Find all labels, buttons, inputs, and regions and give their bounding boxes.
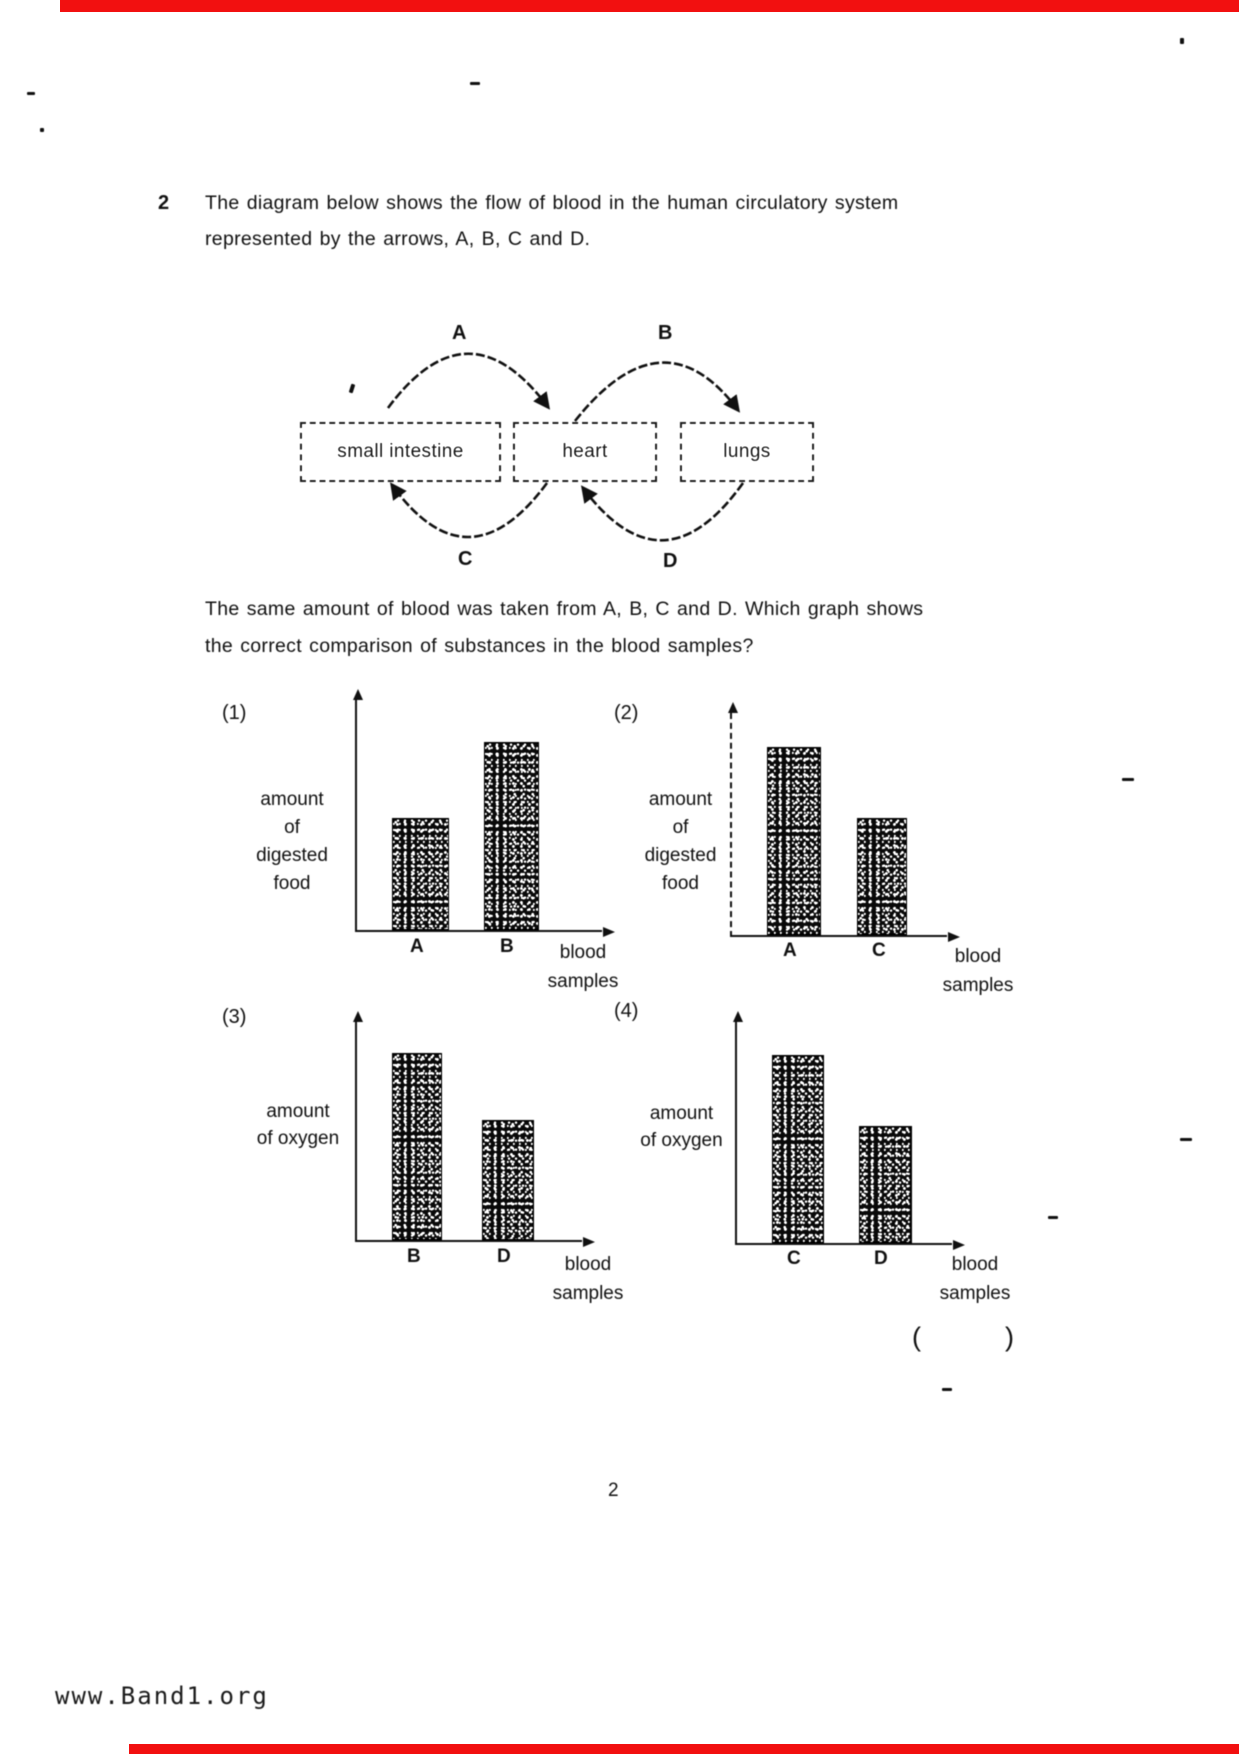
bar-D [482,1120,534,1240]
option-2-ylabel [628,786,733,898]
scan-speck [1180,38,1184,44]
bar-B [392,1053,442,1240]
ylabel-line: amount [649,1103,714,1124]
option-3-number: (3) [222,1006,247,1028]
scan-speck [1122,778,1134,781]
bar-C [857,818,907,935]
diagram-box-heart [513,422,657,482]
xlabel-line: blood [559,942,607,963]
ylabel-line: of [284,817,300,838]
scan-speck [1048,1216,1058,1219]
y-axis-arrow-icon [728,702,738,713]
arrow-label-D: D [663,550,678,572]
bar-A [767,747,821,935]
xlabel-line: samples [547,971,619,992]
page-number: 2 [608,1480,619,1501]
watermark: www.Band1.org [55,1682,269,1710]
bar-D [859,1126,912,1243]
option-4-ylabel [624,1100,739,1154]
question-prompt-line2: the correct comparison of substances in the blood samples? [205,635,754,657]
option-2-category-C: C [872,940,886,961]
option-2-number: (2) [614,702,639,724]
option-1-category-A: A [410,936,424,957]
option-3-plot [355,1022,582,1242]
option-4-category-D: D [874,1248,888,1269]
option-1-ylabel [232,786,352,898]
option-1-number: (1) [222,702,247,724]
x-axis-arrow-icon [948,932,960,942]
x-axis-arrow-icon [953,1240,965,1250]
question-intro-line1: The diagram below shows the flow of blood in the human circulatory system [205,192,899,214]
xlabel-line: blood [951,1254,999,1275]
bar-A [392,818,449,930]
scan-speck [470,82,480,85]
xlabel-line: samples [552,1283,624,1304]
diagram-box-label: small intestine [337,441,464,462]
scan-speck [1180,1138,1192,1141]
option-4-xlabel [925,1250,1025,1308]
bar-C [772,1055,824,1243]
question-number: 2 [158,192,170,214]
ylabel-line: of [672,817,689,838]
arrow-label-A: A [452,322,467,344]
diagram-box-small-intestine [300,422,501,482]
option-4-category-C: C [787,1248,801,1269]
ylabel-line: amount [266,1101,330,1122]
ylabel-line: amount [260,789,324,810]
scan-speck [27,92,35,95]
option-4-number: (4) [614,1000,639,1022]
arrow-label-C: C [458,548,473,570]
ylabel-line: of oxygen [256,1128,340,1149]
question-intro-line2: represented by the arrows, A, B, C and D. [205,228,591,250]
ylabel-line: of oxygen [640,1130,723,1151]
option-2-category-A: A [783,940,797,961]
option-1-plot [355,700,602,932]
xlabel-line: samples [942,975,1014,996]
xlabel-line: samples [939,1283,1011,1304]
arrow-D-path [583,483,743,540]
option-2-plot [730,713,947,937]
arrow-A-path [388,354,548,408]
bar-B [484,742,539,930]
option-3-category-B: B [407,1246,421,1267]
y-axis-arrow-icon [353,1011,363,1022]
option-4-plot [735,1022,952,1245]
ylabel-line: food [273,873,311,894]
scan-speck [349,384,356,394]
answer-bracket-open: ( [912,1322,921,1352]
diagram-box-lungs [680,422,814,482]
x-axis-arrow-icon [603,927,615,937]
ylabel-line: amount [648,789,713,810]
y-axis-arrow-icon [353,689,363,700]
diagram-box-label: heart [562,441,608,462]
xlabel-line: blood [564,1254,612,1275]
arrow-C-path [392,483,547,537]
answer-bracket-close: ) [1005,1322,1014,1352]
scan-speck [942,1388,952,1391]
question-prompt-line1: The same amount of blood was taken from A, B, C and D. Which graph shows [205,598,924,620]
ylabel-line: food [662,873,699,894]
option-3-xlabel [538,1250,638,1308]
x-axis-arrow-icon [583,1237,595,1247]
xlabel-line: blood [954,946,1002,967]
ylabel-line: digested [644,845,717,866]
option-2-xlabel [928,942,1028,1000]
arrow-label-B: B [658,322,673,344]
option-1-category-B: B [500,936,514,957]
arrow-B-path [575,363,738,421]
option-1-xlabel [533,938,633,996]
y-axis-arrow-icon [733,1011,743,1022]
diagram-box-label: lungs [723,441,771,462]
option-3-category-D: D [497,1246,511,1267]
ylabel-line: digested [256,845,328,866]
scan-speck [40,128,44,132]
option-3-ylabel [238,1098,358,1152]
